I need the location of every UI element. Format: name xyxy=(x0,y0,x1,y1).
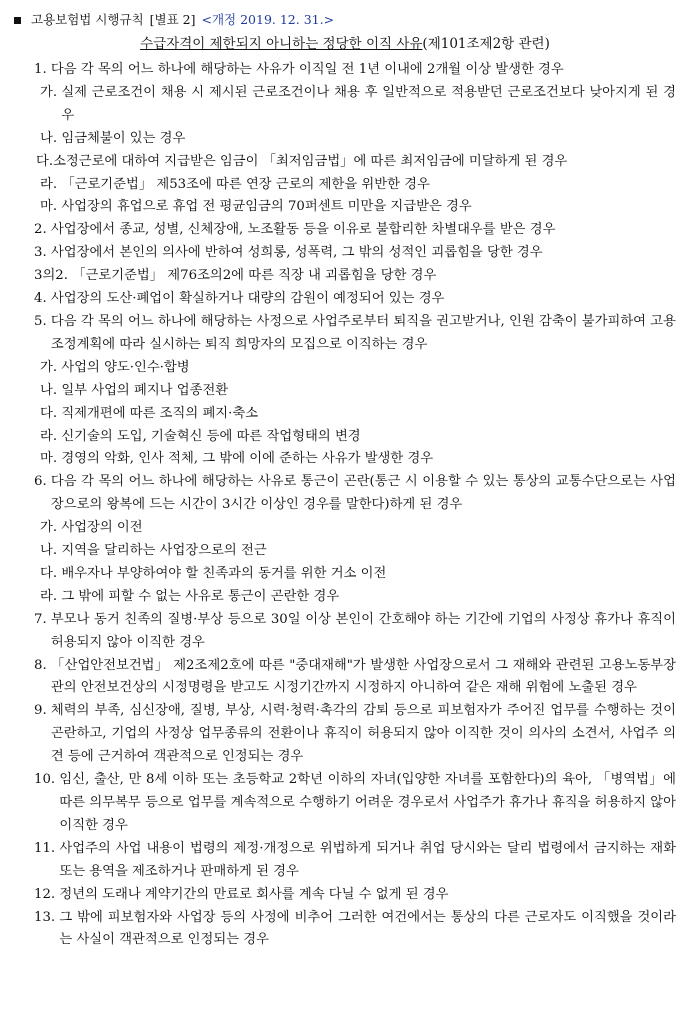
item-text: 다음 각 목의 어느 하나에 해당하는 사정으로 사업주로부터 퇴직을 권고받거나, 인원 감축이 불가피하여 고용조정계획에 따라 실시하는 퇴직 희망자의 모집으로 이직하는 경우 xyxy=(50,313,676,352)
item-number: 라. xyxy=(40,428,62,444)
item-text: 사업의 양도·인수·합병 xyxy=(61,359,190,375)
item-number: 라. xyxy=(40,176,62,192)
list-item xyxy=(14,242,676,265)
sub-list-item xyxy=(14,517,676,540)
list-item xyxy=(14,471,676,517)
item-text: 부모나 동거 친족의 질병·부상 등으로 30일 이상 본인이 간호해야 하는 기간에 기업의 사정상 휴가나 휴직이 허용되지 않아 이직한 경우 xyxy=(50,611,676,650)
list-item xyxy=(14,609,676,655)
item-number: 11. xyxy=(34,840,60,856)
sub-list-item xyxy=(14,563,676,586)
list-item xyxy=(14,219,676,242)
item-number: 2. xyxy=(34,222,51,238)
item-number: 12. xyxy=(34,886,60,902)
item-text: 체력의 부족, 심신장애, 질병, 부상, 시력·청력·촉각의 감퇴 등으로 피보험자가 주어진 업무를 수행하는 것이 곤란하고, 기업의 사정상 업무종류의 전환이나 휴직이 허용되지 않아 이직한 것이 의사의 소견서, 사업주 의견 등에 근거하여 객관적으로 인정되는 경우 xyxy=(50,703,676,765)
sub-list-item xyxy=(14,380,676,403)
item-text: 사업장에서 본인의 의사에 반하여 성희롱, 성폭력, 그 밖의 성적인 괴롭힘을 당한 경우 xyxy=(50,245,543,261)
item-number: 라. xyxy=(40,588,62,604)
document-title xyxy=(14,33,676,55)
item-number: 다. xyxy=(40,405,62,421)
item-number: 다. xyxy=(36,153,54,169)
item-number: 13. xyxy=(34,909,60,925)
annex-label: [별표 2] xyxy=(149,12,196,27)
list-item xyxy=(14,265,676,288)
item-number: 9. xyxy=(34,703,51,719)
item-text: 「근로기준법」 제53조에 따른 연장 근로의 제한을 위반한 경우 xyxy=(61,176,430,192)
item-text: 경영의 악화, 인사 적체, 그 밖에 이에 준하는 사유가 발생한 경우 xyxy=(61,451,434,467)
item-number: 나. xyxy=(40,543,62,559)
item-text: 「산업안전보건법」 제2조제2호에 따른 "중대재해"가 발생한 사업장으로서 그 재해와 관련된 고용노동부장관의 안전보건상의 시정명령을 받고도 시정기간까지 시정하지 아니하여 같은 재해 위험에 노출된 경우 xyxy=(50,657,676,696)
item-text: 신기술의 도입, 기술혁신 등에 따른 작업형태의 변경 xyxy=(61,428,361,444)
item-number: 5. xyxy=(34,313,51,329)
sub-list-item xyxy=(14,196,676,219)
list-item xyxy=(14,311,676,357)
item-text: 임금체불이 있는 경우 xyxy=(61,130,186,146)
item-text: 다음 각 목의 어느 하나에 해당하는 사유가 이직일 전 1년 이내에 2개월 이상 발생한 경우 xyxy=(50,62,564,77)
item-text: 「근로기준법」 제76조의2에 따른 직장 내 괴롭힘을 당한 경우 xyxy=(72,268,437,284)
sub-list-item xyxy=(14,357,676,380)
item-number: 가. xyxy=(40,84,62,100)
sub-list-item xyxy=(14,403,676,426)
item-number: 7. xyxy=(34,611,51,627)
item-text: 사업장에서 종교, 성별, 신체장애, 노조활동 등을 이유로 불합리한 차별대우를 받은 경우 xyxy=(50,222,556,238)
item-number: 1. xyxy=(34,62,51,77)
item-number: 나. xyxy=(40,382,62,398)
item-text: 그 밖에 피보험자와 사업장 등의 사정에 비추어 그러한 여건에서는 통상의 다른 근로자도 이직했을 것이라는 사실이 객관적으로 인정되는 경우 xyxy=(59,909,676,948)
list-item xyxy=(14,769,676,838)
list-item xyxy=(14,838,676,884)
list-item xyxy=(14,700,676,769)
sub-list-item xyxy=(14,586,676,609)
sub-list-item xyxy=(14,448,676,471)
list-item xyxy=(14,884,676,907)
item-text: 직제개편에 따른 조직의 폐지·축소 xyxy=(61,405,259,421)
item-number: 4. xyxy=(34,291,51,307)
title-main: 수급자격이 제한되지 아니하는 정당한 이직 사유 xyxy=(140,36,423,52)
list-item xyxy=(14,59,676,82)
item-number: 마. xyxy=(40,451,62,467)
item-text: 사업주의 사업 내용이 법령의 제정·개정으로 위법하게 되거나 취업 당시와는 달리 법령에서 금지하는 재화 또는 용역을 제조하거나 판매하게 된 경우 xyxy=(59,840,676,879)
list-item xyxy=(14,655,676,701)
sub-list-item xyxy=(14,82,676,128)
square-bullet-icon xyxy=(14,17,21,24)
item-text: 사업장의 이전 xyxy=(61,520,143,536)
item-text: 정년의 도래나 계약기간의 만료로 회사를 계속 다닐 수 없게 된 경우 xyxy=(59,886,449,902)
sub-list-item xyxy=(14,151,676,174)
item-text: 실제 근로조건이 채용 시 제시된 근로조건이나 채용 후 일반적으로 적용받던 근로조건보다 낮아지게 된 경우 xyxy=(61,84,676,123)
list-item xyxy=(14,907,676,953)
law-name: 고용보험법 시행규칙 xyxy=(31,12,144,27)
item-number: 8. xyxy=(34,657,51,673)
item-text: 소정근로에 대하여 지급받은 임금이 「최저임금법」에 따른 최저임금에 미달하게 된 경우 xyxy=(53,153,568,169)
sub-list-item xyxy=(14,128,676,151)
item-number: 3의2. xyxy=(34,268,73,284)
item-number: 다. xyxy=(40,565,62,581)
item-text: 그 밖에 피할 수 없는 사유로 통근이 곤란한 경우 xyxy=(61,588,340,604)
item-text: 일부 사업의 폐지나 업종전환 xyxy=(61,382,229,398)
item-list xyxy=(14,59,676,952)
item-text: 사업장의 휴업으로 휴업 전 평균임금의 70퍼센트 미만을 지급받은 경우 xyxy=(61,199,472,215)
item-text: 지역을 달리하는 사업장으로의 전근 xyxy=(61,543,267,559)
item-number: 가. xyxy=(40,359,62,375)
item-number: 마. xyxy=(40,199,62,215)
document-header xyxy=(14,10,676,30)
item-text: 사업장의 도산·폐업이 확실하거나 대량의 감원이 예정되어 있는 경우 xyxy=(50,291,445,307)
item-number: 6. xyxy=(34,474,51,490)
sub-list-item xyxy=(14,540,676,563)
item-number: 나. xyxy=(40,130,62,146)
title-reference: (제101조제2항 관련) xyxy=(422,36,550,52)
item-text: 임신, 출산, 만 8세 이하 또는 초등학교 2학년 이하의 자녀(입양한 자녀를 포함한다)의 육아, 「병역법」에 따른 의무복무 등으로 업무를 계속적으로 수행하기 어려운 경우로서 사업주가 휴가나 휴직을 허용하지 않아 이직한 경우 xyxy=(59,772,676,833)
list-item xyxy=(14,288,676,311)
item-text: 배우자나 부양하여야 할 친족과의 동거를 위한 거소 이전 xyxy=(61,565,387,581)
item-number: 3. xyxy=(34,245,51,261)
item-number: 가. xyxy=(40,520,62,536)
item-text: 다음 각 목의 어느 하나에 해당하는 사유로 통근이 곤란(통근 시 이용할 수 있는 통상의 교통수단으로는 사업장으로의 왕복에 드는 시간이 3시간 이상인 경우를 말한다)하게 된 경우 xyxy=(50,474,676,513)
revision-date: <개정 2019. 12. 31.> xyxy=(201,12,335,27)
sub-list-item xyxy=(14,426,676,449)
sub-list-item xyxy=(14,174,676,197)
item-number: 10. xyxy=(34,772,60,788)
